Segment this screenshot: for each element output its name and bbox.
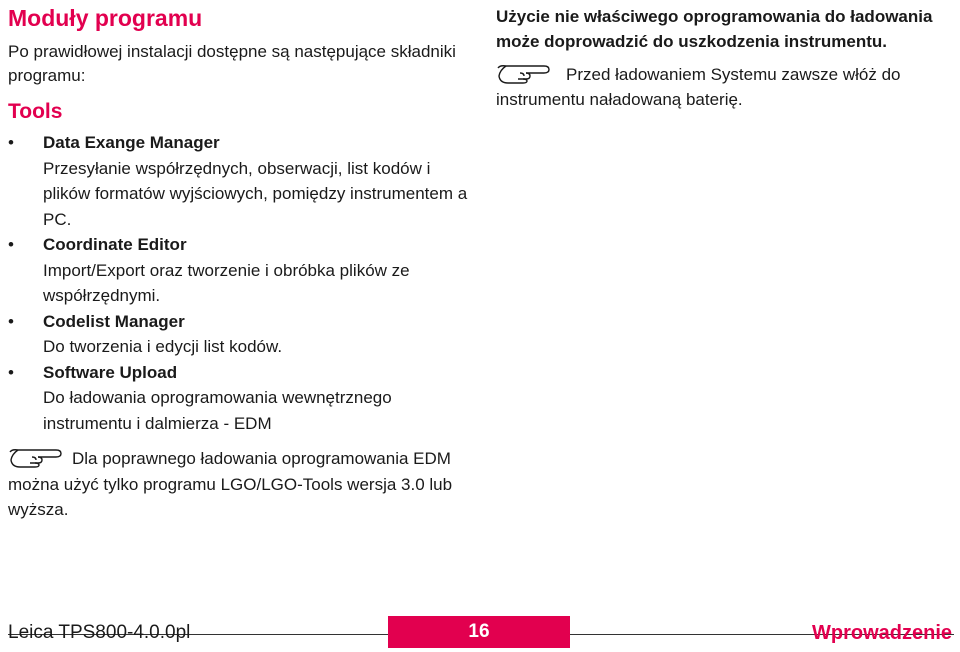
document-id: Leica TPS800-4.0.0pl [8, 622, 191, 643]
list-item [8, 130, 468, 232]
note-text: Przed ładowaniem Systemu zawsze włóż do instrumentu naładowaną baterię. [496, 65, 901, 109]
list-item [8, 232, 468, 309]
bullet-icon: • [8, 235, 14, 254]
tool-name: Codelist Manager [43, 311, 185, 331]
intro-text: Po prawidłowej instalacji dostępne są następujące składniki programu: [8, 42, 456, 85]
list-item [8, 360, 468, 437]
bullet-icon: • [8, 362, 14, 382]
tool-description: Do tworzenia i edycji list kodów. [43, 337, 283, 356]
list-item [8, 309, 468, 360]
warning-text: Użycie nie właściwego oprogramowania do ładowania może doprowadzić do uszkodzenia instrumentu. [496, 7, 933, 51]
right-column [496, 4, 946, 112]
pointing-hand-icon [8, 446, 64, 470]
page-title: Moduły programu [8, 5, 203, 31]
tools-heading: Tools [8, 100, 63, 123]
note-text: Dla poprawnego ładowania oprogramowania EDM można użyć tylko programu LGO/LGO-Tools wersja 3.0 lub wyższa. [8, 449, 453, 519]
bullet-icon: • [8, 311, 14, 331]
bullet-icon: • [8, 133, 14, 152]
tool-description: Przesyłanie współrzędnych, obserwacji, list kodów i plików formatów wyjściowych, pomiędzy instrumentem a PC. [43, 158, 468, 229]
tool-description: Do ładowania oprogramowania wewnętrznego instrumentu i dalmierza - EDM [43, 388, 392, 433]
battery-note [496, 62, 946, 112]
page-number: 16 [388, 616, 570, 648]
pointing-hand-icon [496, 62, 552, 86]
page-footer [0, 612, 960, 652]
tool-name: Data Exange Manager [43, 133, 220, 152]
tool-name: Coordinate Editor [43, 235, 187, 254]
edm-note [8, 446, 468, 523]
tool-name: Software Upload [43, 362, 178, 382]
tool-description: Import/Export oraz tworzenie i obróbka plików ze współrzędnymi. [43, 260, 410, 305]
tools-list [8, 130, 468, 436]
section-name: Wprowadzenie [811, 622, 952, 644]
left-column [8, 4, 468, 523]
